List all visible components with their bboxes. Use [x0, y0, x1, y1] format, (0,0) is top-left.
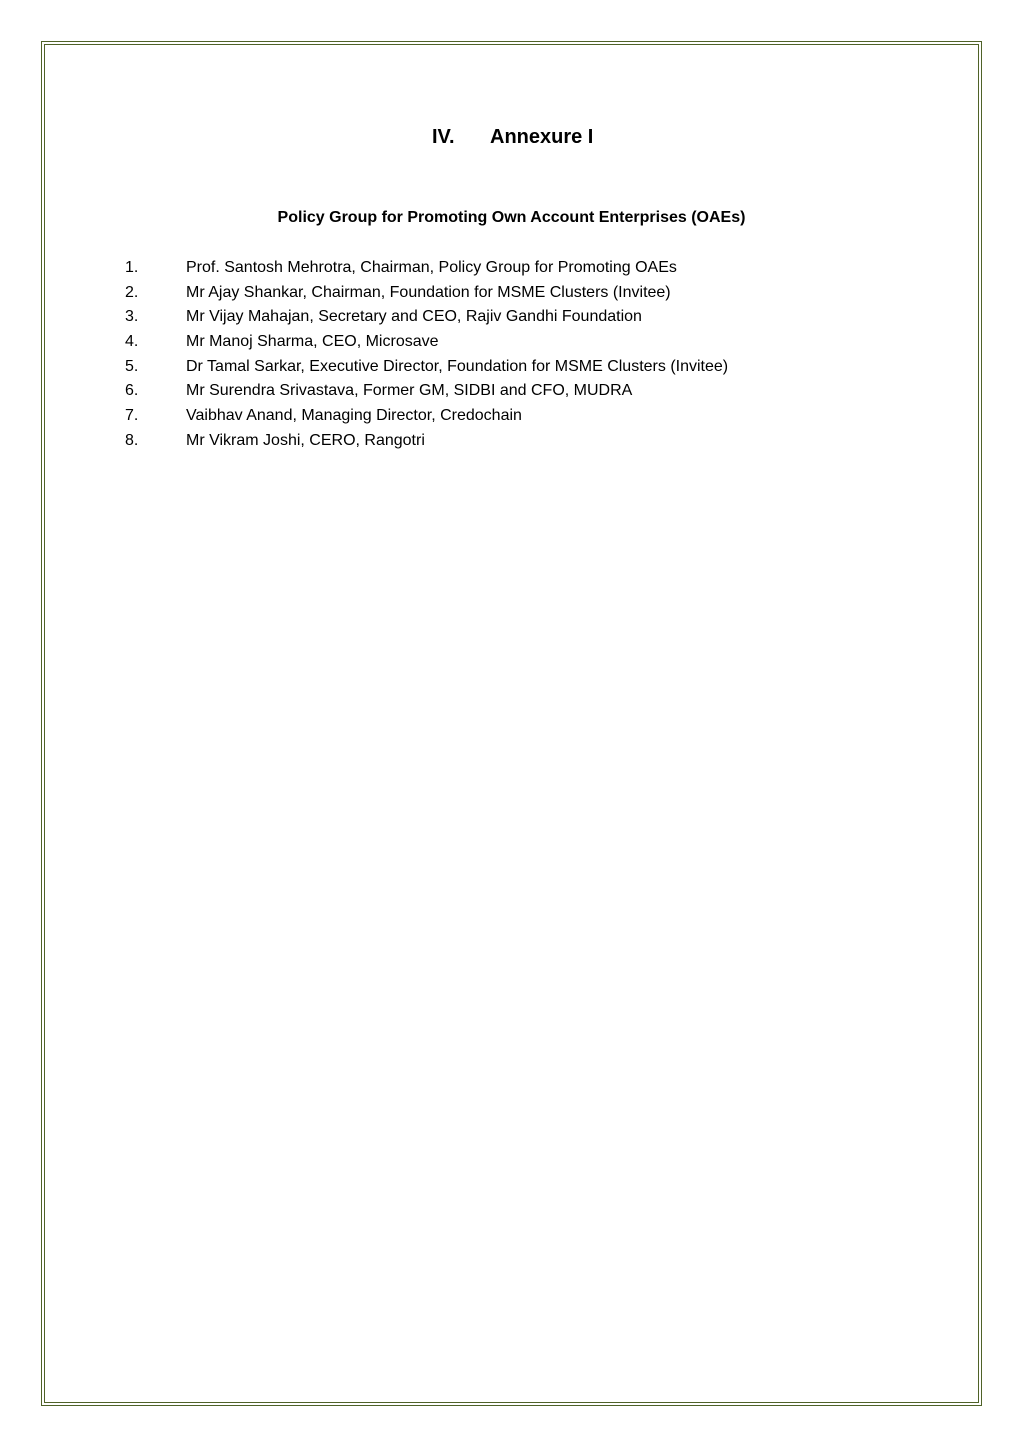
page-border-inner: [44, 44, 979, 1403]
list-item-text: Mr Surendra Srivastava, Former GM, SIDBI and CFO, MUDRA: [186, 382, 633, 400]
list-item-text: Prof. Santosh Mehrotra, Chairman, Policy Group for Promoting OAEs: [186, 259, 677, 276]
list-item-text: Mr Manoj Sharma, CEO, Microsave: [186, 333, 439, 351]
list-item-text: Mr Vikram Joshi, CERO, Rangotri: [186, 431, 425, 449]
list-item-number: 4.: [125, 333, 139, 351]
list-item-number: 1.: [125, 259, 139, 276]
list-item-number: 5.: [125, 357, 139, 375]
list-item-number: 7.: [125, 407, 139, 425]
list-item-text: Dr Tamal Sarkar, Executive Director, Foundation for MSME Clusters (Invitee): [186, 357, 729, 375]
list-item-number: 2.: [125, 283, 139, 301]
section-heading: [0, 124, 1023, 150]
list-item-text: Vaibhav Anand, Managing Director, Credochain: [186, 407, 522, 425]
section-number: IV.: [432, 126, 455, 148]
section-title: Annexure I: [490, 126, 594, 148]
page-border: [41, 41, 982, 1406]
list-item-number: 8.: [125, 431, 139, 449]
list-item-text: Mr Vijay Mahajan, Secretary and CEO, Rajiv Gandhi Foundation: [186, 308, 642, 326]
policy-group-subheading: Policy Group for Promoting Own Account Enterprises (OAEs): [277, 209, 746, 226]
list-item-number: 6.: [125, 382, 139, 400]
list-item-number: 3.: [125, 308, 139, 326]
list-item-text: Mr Ajay Shankar, Chairman, Foundation for MSME Clusters (Invitee): [186, 283, 671, 301]
